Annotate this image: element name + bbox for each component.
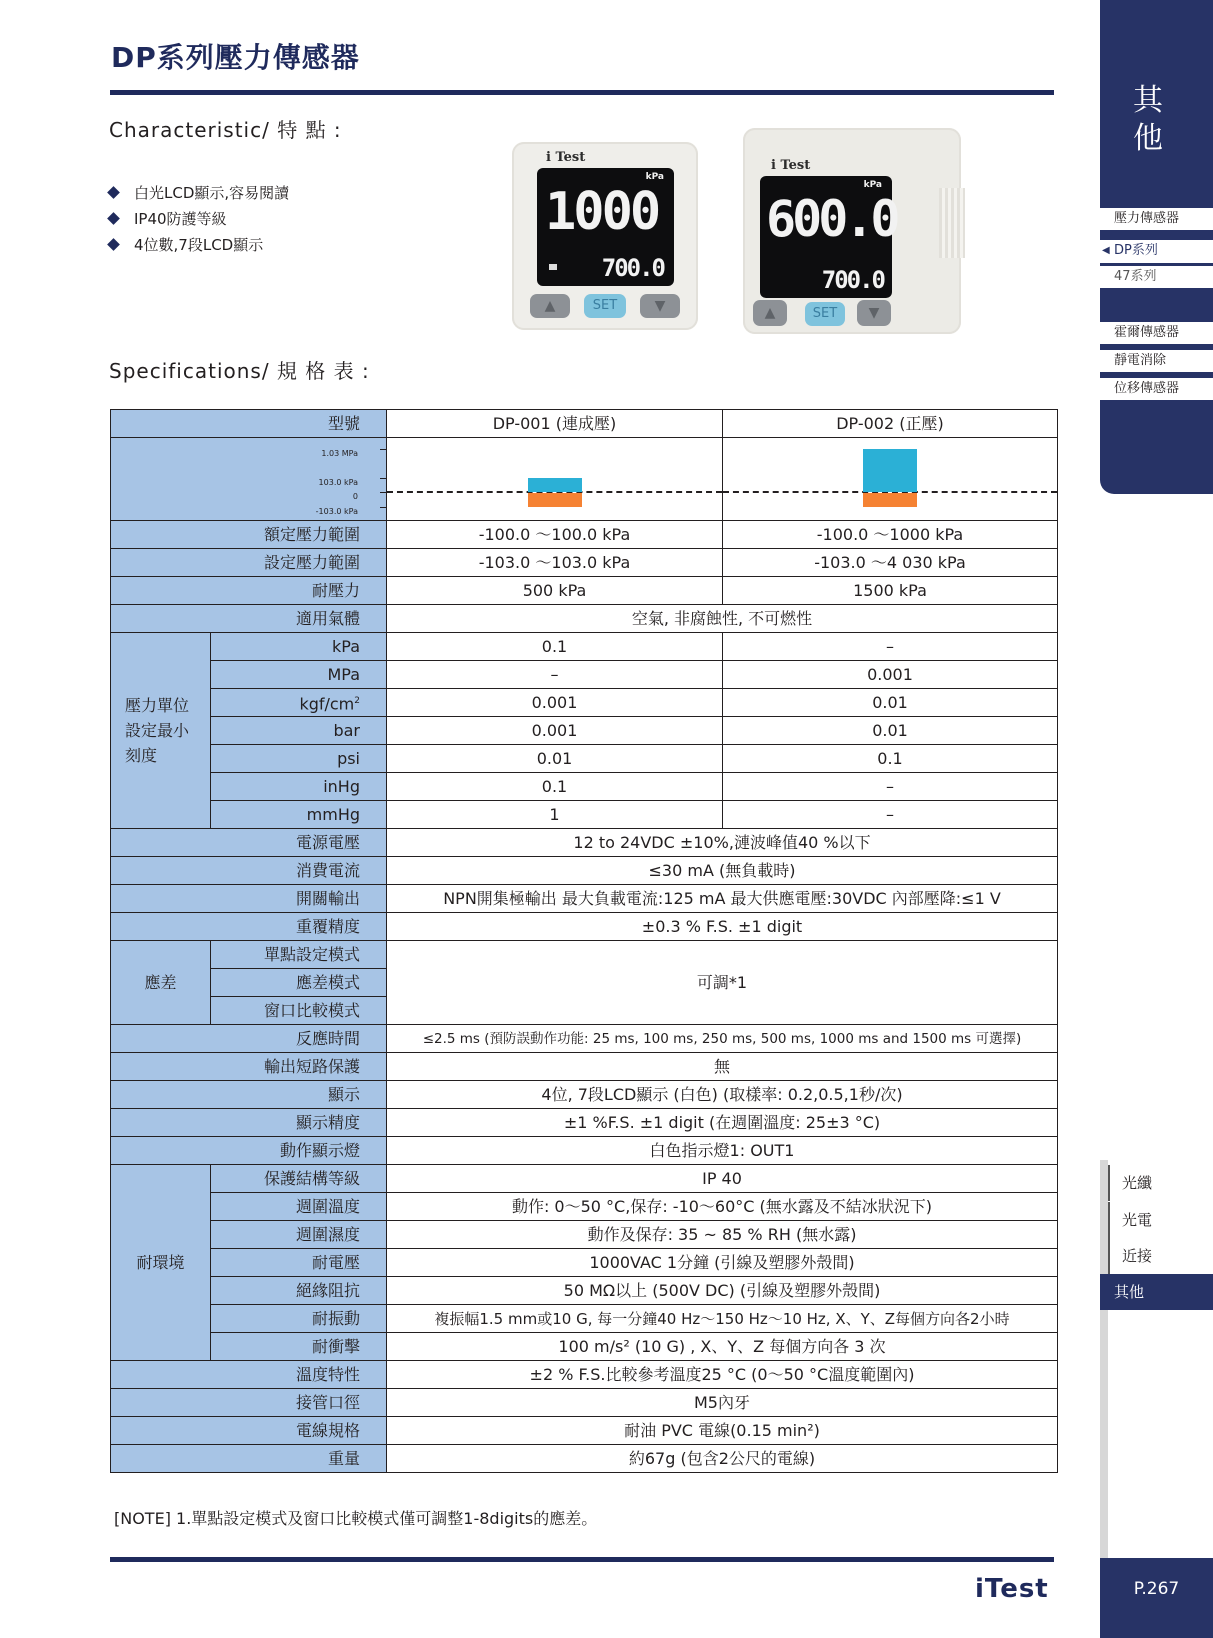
row-label: 耐衝擊 xyxy=(211,1333,387,1361)
cell: 0.01 xyxy=(387,745,723,773)
table-row xyxy=(111,717,1058,745)
group-label: 壓力單位 設定最小 刻度 xyxy=(111,633,211,829)
diamond-bullet-icon xyxy=(107,238,120,251)
table-row xyxy=(111,605,1058,633)
table-row xyxy=(111,913,1058,941)
page-number: P.267 xyxy=(1100,1558,1213,1638)
positive-range-bar xyxy=(863,449,917,492)
table-row xyxy=(111,633,1058,661)
axis-label: -103.0 kPa xyxy=(315,507,358,516)
lcd-screen xyxy=(537,168,674,286)
row-label: 設定壓力範圍 xyxy=(111,549,387,577)
cell: -100.0 ～1000 kPa xyxy=(723,521,1058,549)
cell: 0.1 xyxy=(723,745,1058,773)
up-button: ▲ xyxy=(753,300,787,326)
row-label: 保護結構等級 xyxy=(211,1165,387,1193)
axis-label: 103.0 kPa xyxy=(318,478,358,487)
tab-proximity[interactable]: 近接 xyxy=(1108,1238,1213,1274)
cell: 動作: 0～50 °C,保存: -10～60°C (無水露及不結冰狀況下) xyxy=(387,1193,1058,1221)
set-button: SET xyxy=(584,294,626,318)
lcd-main-value: 600.0 xyxy=(766,190,897,248)
lcd-sub-value: 700.0 xyxy=(821,266,884,294)
spec-heading: Specifications/ 規 格 表 : xyxy=(109,359,370,383)
cell: 0.1 xyxy=(387,633,723,661)
arrow-left-icon: ◀ xyxy=(1102,245,1110,256)
table-row xyxy=(111,1221,1058,1249)
range-bar-cell xyxy=(387,438,723,521)
row-label: 重量 xyxy=(111,1445,387,1473)
row-label: 耐電壓 xyxy=(211,1249,387,1277)
table-note: [NOTE] 1.單點設定模式及窗口比較模式僅可調整1-8digits的應差。 xyxy=(114,1509,598,1528)
axis-tick xyxy=(380,449,386,450)
cell: 耐油 PVC 電線(0.15 min²) xyxy=(387,1417,1058,1445)
row-label: 顯示 xyxy=(111,1081,387,1109)
column-header: DP-001 (連成壓) xyxy=(387,410,723,438)
up-button: ▲ xyxy=(530,294,570,318)
feature-item: 4位數,7段LCD顯示 xyxy=(109,234,263,255)
down-button: ▼ xyxy=(640,294,680,318)
down-button: ▼ xyxy=(857,300,891,326)
table-row xyxy=(111,1137,1058,1165)
row-label: psi xyxy=(211,745,387,773)
negative-range-bar xyxy=(528,493,582,507)
brand-logo: iTest xyxy=(975,1574,1049,1604)
cell: 空氣, 非腐蝕性, 不可燃性 xyxy=(387,605,1058,633)
spec-table xyxy=(110,409,1058,1473)
cell: NPN開集極輸出 最大負載電流:125 mA 最大供應電壓:30VDC 內部壓降:≤1 V xyxy=(387,885,1058,913)
lcd-indicator xyxy=(549,264,557,270)
tab-photoelectric[interactable]: 光電 xyxy=(1108,1202,1213,1238)
table-row xyxy=(111,1053,1058,1081)
cell: IP 40 xyxy=(387,1165,1058,1193)
cell: 0.001 xyxy=(387,689,723,717)
tab-fiber[interactable]: 光纖 xyxy=(1108,1165,1213,1201)
row-label: 消費電流 xyxy=(111,857,387,885)
cell: 0.001 xyxy=(723,661,1058,689)
row-label: 開關輸出 xyxy=(111,885,387,913)
diamond-bullet-icon xyxy=(107,186,120,199)
sidebar-item-dp-series[interactable]: ◀ DP系列 xyxy=(1100,240,1213,264)
row-label: 耐壓力 xyxy=(111,577,387,605)
table-row xyxy=(111,773,1058,801)
row-label: inHg xyxy=(211,773,387,801)
feature-item: 白光LCD顯示,容易閱讀 xyxy=(109,182,289,203)
column-header: DP-002 (正壓) xyxy=(723,410,1058,438)
range-axis-cell xyxy=(111,438,387,521)
cell: 複振幅1.5 mm或10 G, 每一分鐘40 Hz～150 Hz～10 Hz, X、Y、Z每個方向各2小時 xyxy=(387,1305,1058,1333)
row-label: 適用氣體 xyxy=(111,605,387,633)
negative-range-bar xyxy=(863,493,917,507)
cell: 0.1 xyxy=(387,773,723,801)
cell: -100.0 ～100.0 kPa xyxy=(387,521,723,549)
row-label: kgf/$cm^2$ xyxy=(211,689,387,717)
row-label: 電源電壓 xyxy=(111,829,387,857)
row-label: 額定壓力範圍 xyxy=(111,521,387,549)
table-row xyxy=(111,1081,1058,1109)
table-row xyxy=(111,410,1058,438)
table-row xyxy=(111,1333,1058,1361)
cell: 無 xyxy=(387,1053,1058,1081)
range-bar-cell xyxy=(723,438,1058,521)
lcd-main-value: 1000 xyxy=(545,182,659,242)
table-row xyxy=(111,1389,1058,1417)
diamond-bullet-icon xyxy=(107,212,120,225)
positive-range-bar xyxy=(528,478,582,492)
table-row xyxy=(111,1417,1058,1445)
set-button: SET xyxy=(805,302,845,326)
row-label: 週圍濕度 xyxy=(211,1221,387,1249)
cell: ≤30 mA (無負載時) xyxy=(387,857,1058,885)
table-row xyxy=(111,549,1058,577)
row-label: 顯示精度 xyxy=(111,1109,387,1137)
row-label: 絕緣阻抗 xyxy=(211,1277,387,1305)
table-row xyxy=(111,801,1058,829)
sidebar-category-title: 其 他 xyxy=(1133,83,1163,156)
table-row xyxy=(111,1025,1058,1053)
cell: 0.001 xyxy=(387,717,723,745)
cell: 100 m/s² (10 G) , X、Y、Z 每個方向各 3 次 xyxy=(387,1333,1058,1361)
cell: -103.0 ～4 030 kPa xyxy=(723,549,1058,577)
axis-label: 0 xyxy=(352,492,358,501)
row-label: 應差模式 xyxy=(211,969,387,997)
lcd-screen xyxy=(760,176,897,298)
table-row xyxy=(111,1277,1058,1305)
device-side-vents xyxy=(939,188,965,258)
table-row xyxy=(111,885,1058,913)
lcd-sub-value: 700.0 xyxy=(601,254,664,282)
row-label: kPa xyxy=(211,633,387,661)
sidebar-item-47-series[interactable]: 47系列 xyxy=(1100,266,1213,288)
row-label: 單點設定模式 xyxy=(211,941,387,969)
feature-item: IP40防護等級 xyxy=(109,208,227,229)
cell: 約67g (包含2公尺的電線) xyxy=(387,1445,1058,1473)
cell: 0.01 xyxy=(723,717,1058,745)
table-row xyxy=(111,661,1058,689)
lcd-unit: kPa xyxy=(863,180,882,190)
cell: 50 MΩ以上 (500V DC) (引線及塑膠外殼間) xyxy=(387,1277,1058,1305)
table-row xyxy=(111,857,1058,885)
table-row xyxy=(111,577,1058,605)
row-label: 週圍溫度 xyxy=(211,1193,387,1221)
tab-other[interactable]: 其他 xyxy=(1100,1274,1213,1310)
lcd-unit: kPa xyxy=(645,172,664,182)
cell: ±2 % F.S.比較參考溫度25 °C (0～50 °C溫度範圍內) xyxy=(387,1361,1058,1389)
axis-tick xyxy=(380,492,386,493)
row-label: 動作顯示燈 xyxy=(111,1137,387,1165)
cell: 可調*1 xyxy=(387,941,1058,1025)
table-row xyxy=(111,829,1058,857)
table-row xyxy=(111,1249,1058,1277)
cell: 0.01 xyxy=(723,689,1058,717)
cell: 500 kPa xyxy=(387,577,723,605)
axis-label: 1.03 MPa xyxy=(321,449,358,458)
table-row xyxy=(111,1193,1058,1221)
row-label: bar xyxy=(211,717,387,745)
sidebar-item-hall-sensor[interactable]: 霍爾傳感器 xyxy=(1100,322,1213,346)
footer-divider xyxy=(110,1557,1054,1562)
row-label: 溫度特性 xyxy=(111,1361,387,1389)
row-label: 輸出短路保護 xyxy=(111,1053,387,1081)
cell: – xyxy=(387,661,723,689)
cell: – xyxy=(723,633,1058,661)
row-label: 反應時間 xyxy=(111,1025,387,1053)
page-title: DP系列壓力傳感器 xyxy=(111,41,360,74)
sidebar-item-static-eliminator[interactable]: 靜電消除 xyxy=(1100,350,1213,374)
sensor-device-image xyxy=(743,128,961,334)
row-label: mmHg xyxy=(211,801,387,829)
cell: 12 to 24VDC ±10%,漣波峰值40 %以下 xyxy=(387,829,1058,857)
sidebar-item-displacement-sensor[interactable]: 位移傳感器 xyxy=(1100,378,1213,402)
table-row xyxy=(111,1305,1058,1333)
group-label: 耐環境 xyxy=(111,1165,211,1361)
table-row xyxy=(111,438,1058,521)
cell: 4位, 7段LCD顯示 (白色) (取樣率: 0.2,0.5,1秒/次) xyxy=(387,1081,1058,1109)
sidebar-item-pressure-sensor[interactable]: 壓力傳感器 xyxy=(1100,208,1213,232)
cell: ±0.3 % F.S. ±1 digit xyxy=(387,913,1058,941)
row-label: 型號 xyxy=(111,410,387,438)
row-label: 接管口徑 xyxy=(111,1389,387,1417)
row-label: 耐振動 xyxy=(211,1305,387,1333)
row-label: 窗口比較模式 xyxy=(211,997,387,1025)
cell: – xyxy=(723,801,1058,829)
cell: 白色指示燈1: OUT1 xyxy=(387,1137,1058,1165)
row-label: 電線規格 xyxy=(111,1417,387,1445)
cell: ≤2.5 ms (預防誤動作功能: 25 ms, 100 ms, 250 ms, 500 ms, 1000 ms and 1500 ms 可選擇) xyxy=(387,1025,1058,1053)
table-row xyxy=(111,1361,1058,1389)
table-row xyxy=(111,689,1058,717)
cell: M5內牙 xyxy=(387,1389,1058,1417)
table-row xyxy=(111,1165,1058,1193)
device-brand: i Test xyxy=(546,150,586,165)
sensor-device-image xyxy=(512,142,698,330)
row-label: MPa xyxy=(211,661,387,689)
axis-tick xyxy=(380,478,386,479)
table-row xyxy=(111,1109,1058,1137)
cell: -103.0 ～103.0 kPa xyxy=(387,549,723,577)
cell: 1000VAC 1分鐘 (引線及塑膠外殼間) xyxy=(387,1249,1058,1277)
table-row xyxy=(111,941,1058,969)
group-label: 應差 xyxy=(111,941,211,1025)
row-label: 重覆精度 xyxy=(111,913,387,941)
title-divider xyxy=(110,90,1054,95)
cell: ±1 %F.S. ±1 digit (在週圍溫度: 25±3 °C) xyxy=(387,1109,1058,1137)
cell: – xyxy=(723,773,1058,801)
cell: 動作及保存: 35 ~ 85 % RH (無水露) xyxy=(387,1221,1058,1249)
cell: 1 xyxy=(387,801,723,829)
table-row xyxy=(111,1445,1058,1473)
characteristic-heading: Characteristic/ 特 點 : xyxy=(109,118,342,142)
table-row xyxy=(111,745,1058,773)
table-row xyxy=(111,521,1058,549)
cell: 1500 kPa xyxy=(723,577,1058,605)
axis-tick xyxy=(380,507,386,508)
device-brand: i Test xyxy=(771,158,811,173)
